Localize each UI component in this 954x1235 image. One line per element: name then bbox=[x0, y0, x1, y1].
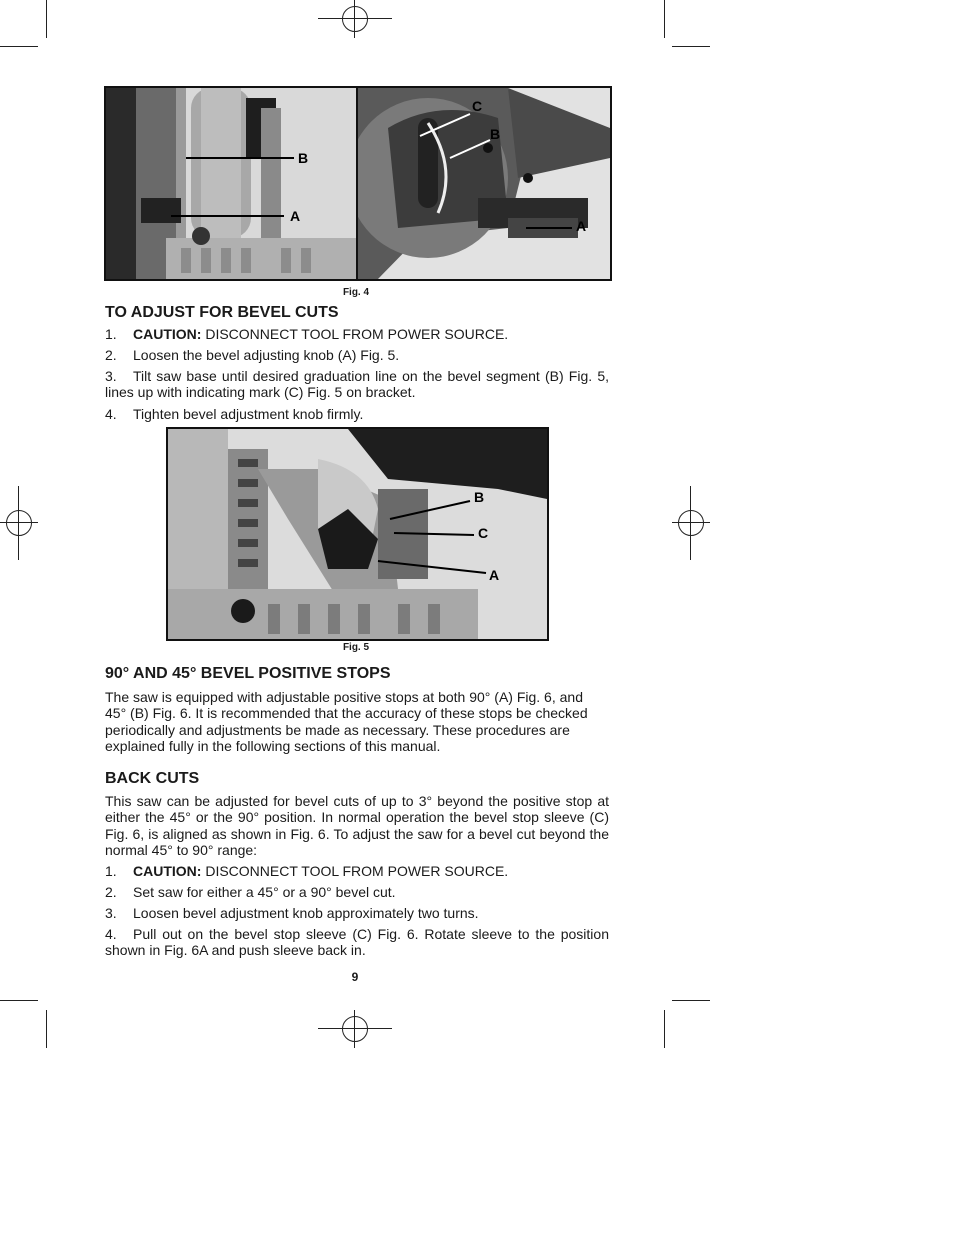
step-text: Pull out on the bevel stop sleeve (C) Fig. 6. Rotate sleeve to the position shown in Fig. 6A and push sleeve back in. bbox=[105, 926, 609, 959]
step-text: Loosen bevel adjustment knob approximately two turns. bbox=[133, 905, 479, 921]
step-text: Loosen the bevel adjusting knob (A) Fig. 5. bbox=[133, 347, 400, 363]
fig4-right-photo bbox=[356, 86, 612, 281]
caution-label: CAUTION: bbox=[133, 863, 202, 879]
bevel-step-1 bbox=[105, 326, 609, 342]
step-number: 1. bbox=[105, 863, 117, 879]
registration-circle bbox=[342, 6, 368, 32]
step-text: DISCONNECT TOOL FROM POWER SOURCE. bbox=[201, 863, 509, 879]
crop-mark bbox=[46, 1010, 47, 1048]
page-number: 9 bbox=[351, 970, 359, 984]
registration-circle bbox=[678, 510, 704, 536]
step-number: 3. bbox=[105, 368, 117, 384]
step-number: 1. bbox=[105, 326, 117, 342]
saw-side-view-illustration bbox=[106, 88, 356, 279]
crop-mark bbox=[46, 0, 47, 38]
saw-handle-bevel-illustration bbox=[358, 88, 610, 279]
step-text: Tilt saw base until desired graduation line on the bevel segment (B) Fig. 5, lines up with indicating mark (C) Fig. 5 on bracket. bbox=[105, 368, 609, 401]
crop-mark bbox=[664, 1010, 665, 1048]
crop-mark bbox=[672, 1000, 710, 1001]
step-number: 2. bbox=[105, 884, 117, 900]
crop-mark bbox=[672, 46, 710, 47]
step-number: 4. bbox=[105, 926, 117, 942]
section-heading-back-cuts: BACK CUTS bbox=[105, 770, 200, 787]
caution-label: CAUTION: bbox=[133, 326, 202, 342]
bevel-step-4 bbox=[105, 406, 609, 422]
crop-mark bbox=[664, 0, 665, 38]
step-text: Tighten bevel adjustment knob firmly. bbox=[133, 406, 364, 422]
crop-mark bbox=[0, 46, 38, 47]
step-number: 3. bbox=[105, 905, 117, 921]
registration-circle bbox=[6, 510, 32, 536]
crop-mark bbox=[0, 1000, 38, 1001]
step-number: 2. bbox=[105, 347, 117, 363]
callout-b: B bbox=[490, 126, 501, 142]
back-step-2 bbox=[105, 884, 609, 900]
section-heading-bevel-cuts: TO ADJUST FOR BEVEL CUTS bbox=[105, 304, 339, 321]
step-text: Set saw for either a 45° or a 90° bevel cut. bbox=[133, 884, 396, 900]
step-number: 4. bbox=[105, 406, 117, 422]
callout-c: C bbox=[478, 525, 489, 541]
back-step-1 bbox=[105, 863, 609, 879]
positive-stops-body: The saw is equipped with adjustable positive stops at both 90° (A) Fig. 6, and 45° (B) Fig. 6. It is recommended that the accuracy of these stops be checked periodically and adjustments be made as necessary. These procedures are explained fully in the following sections of this manual. bbox=[105, 689, 588, 755]
fig4-caption: Fig. 4 bbox=[342, 287, 370, 298]
step-text: DISCONNECT TOOL FROM POWER SOURCE. bbox=[201, 326, 509, 342]
section-heading-positive-stops: 90° AND 45° BEVEL POSITIVE STOPS bbox=[105, 665, 391, 682]
back-step-4 bbox=[105, 926, 609, 959]
fig4-left-photo bbox=[104, 86, 358, 281]
bevel-adjust-knob-illustration bbox=[168, 429, 547, 639]
fig5-photo bbox=[166, 427, 549, 641]
back-step-3 bbox=[105, 905, 609, 921]
bevel-step-2 bbox=[105, 347, 609, 363]
callout-b: B bbox=[474, 489, 485, 505]
callout-a: A bbox=[290, 208, 301, 224]
fig5-caption: Fig. 5 bbox=[342, 642, 370, 653]
registration-circle bbox=[342, 1016, 368, 1042]
callout-a: A bbox=[576, 218, 587, 234]
callout-b: B bbox=[298, 150, 309, 166]
back-cuts-body: This saw can be adjusted for bevel cuts of up to 3° beyond the positive stop at either the 45° or the 90° position. In normal operation the bevel stop sleeve (C) Fig. 6, is aligned as shown in Fig. 6. To adjust the saw for a bevel cut beyond the normal 45° to 90° range: bbox=[105, 793, 609, 859]
callout-a: A bbox=[489, 567, 500, 583]
bevel-step-3 bbox=[105, 368, 609, 401]
callout-c: C bbox=[472, 98, 483, 114]
